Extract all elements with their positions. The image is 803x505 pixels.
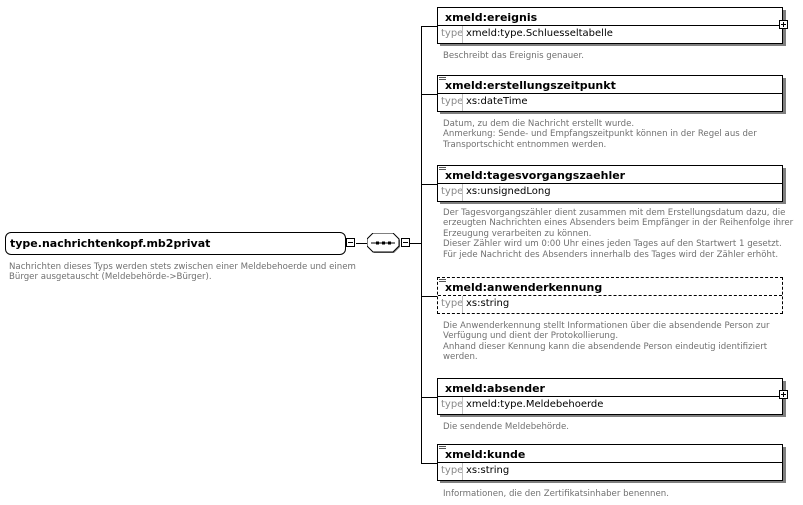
element-type-value: xs:string xyxy=(466,465,510,476)
element-type-value: xs:unsignedLong xyxy=(466,186,551,197)
type-label: type xyxy=(441,465,464,476)
element-type-row xyxy=(438,183,782,201)
type-label: type xyxy=(441,186,464,197)
element-description: Die sendende Meldebehörde. xyxy=(443,422,570,432)
element-name: xmeld:kunde xyxy=(445,448,526,461)
sequence-compositor-icon[interactable] xyxy=(367,233,401,254)
element-box-tagesvorgangszaehler[interactable] xyxy=(437,165,783,202)
element-type-row xyxy=(438,25,782,43)
element-name: xmeld:tagesvorgangszaehler xyxy=(445,169,626,182)
root-type-box[interactable] xyxy=(5,232,346,255)
element-box-ereignis[interactable] xyxy=(437,7,783,44)
element-name: xmeld:absender xyxy=(445,382,545,395)
element-type-row xyxy=(438,462,782,480)
root-type-name: type.nachrichtenkopf.mb2privat xyxy=(10,237,211,250)
element-box-kunde[interactable] xyxy=(437,444,783,481)
element-type-row xyxy=(438,93,782,111)
element-box-absender[interactable] xyxy=(437,378,783,415)
element-description: Informationen, die den Zertifikatsinhaber benennen. xyxy=(443,489,669,499)
element-description: Die Anwenderkennung stellt Informationen über die absendende Person zur Verfügung und dient der Protokollierung. Anhand dieser Kennung kann die absendende Person eindeutig identifiziert werden. xyxy=(443,321,770,363)
type-label: type xyxy=(441,298,464,309)
element-box-anwenderkennung[interactable] xyxy=(437,277,783,314)
element-type-value: xmeld:type.Schluesseltabelle xyxy=(466,28,613,39)
element-type-row xyxy=(438,295,782,313)
collapse-root-icon[interactable] xyxy=(346,238,355,247)
collapse-sequence-icon[interactable] xyxy=(401,238,410,247)
element-type-value: xmeld:type.Meldebehoerde xyxy=(466,399,604,410)
element-description: Der Tagesvorgangszähler dient zusammen mit dem Erstellungsdatum dazu, die erzeugten Nachrichten eines Absenders beim Empfänger in der Reihenfolge ihrer Erzeugung verarbeiten zu können. Dieser Zähler wird um 0:00 Uhr eines jeden Tages auf den Startwert 1 gesetzt. Für jede Nachricht des Absenders innerhalb des Tages wird der Zähler erhöht. xyxy=(443,208,794,260)
type-label: type xyxy=(441,28,464,39)
type-label: type xyxy=(441,96,464,107)
element-name: xmeld:anwenderkennung xyxy=(445,281,603,294)
element-box-erstellungszeitpunkt[interactable] xyxy=(437,75,783,112)
element-type-value: xs:string xyxy=(466,298,510,309)
element-type-row xyxy=(438,396,782,414)
element-name: xmeld:ereignis xyxy=(445,11,538,24)
element-name: xmeld:erstellungszeitpunkt xyxy=(445,79,616,92)
element-description: Beschreibt das Ereignis genauer. xyxy=(443,51,584,61)
element-description: Datum, zu dem die Nachricht erstellt wurde. Anmerkung: Sende- und Empfangszeitpunkt können in der Regel aus der Transportschicht entnommen werden. xyxy=(443,119,757,150)
expand-absender-icon[interactable] xyxy=(779,390,788,399)
element-type-value: xs:dateTime xyxy=(466,96,528,107)
type-label: type xyxy=(441,399,464,410)
root-type-description: Nachrichten dieses Typs werden stets zwischen einer Meldebehoerde und einem Bürger ausgetauscht (Meldebehörde->Bürger). xyxy=(9,262,356,283)
expand-ereignis-icon[interactable] xyxy=(779,20,788,29)
